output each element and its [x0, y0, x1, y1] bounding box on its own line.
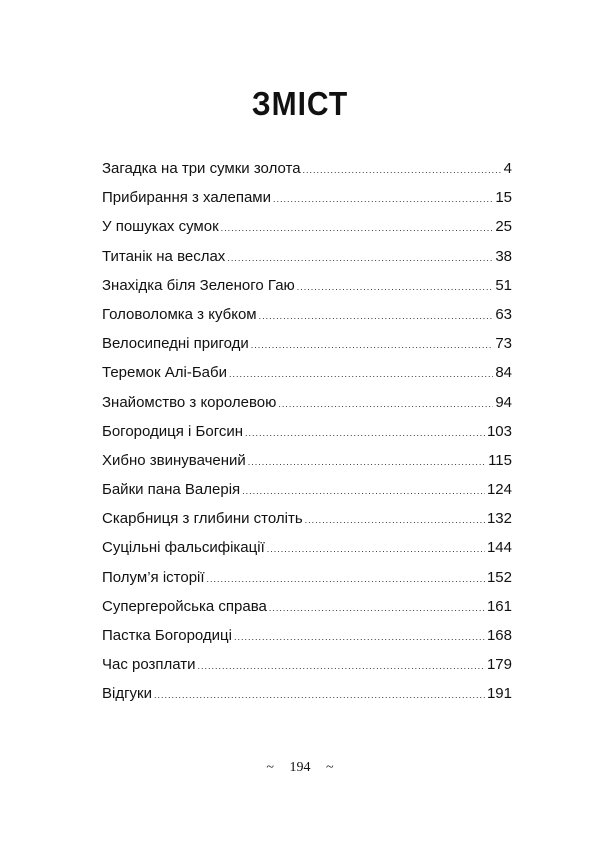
toc-dot-leader: [305, 515, 485, 525]
toc-entry-title: Титанік на веслах: [102, 247, 226, 265]
footer-ornament-right: ~: [326, 760, 334, 775]
toc-entry: [102, 335, 512, 364]
toc-dot-leader: [207, 574, 485, 584]
toc-entry-title: Хибно звинувачений: [102, 451, 246, 469]
toc-dot-leader: [303, 165, 502, 175]
toc-entry: [102, 481, 512, 510]
toc-entry: [102, 539, 512, 568]
toc-entry-title: Скарбниця з глибини століть: [102, 510, 303, 528]
toc-entry: [102, 394, 512, 423]
toc-entry-page: 152: [486, 568, 512, 586]
toc-entry-page: 73: [495, 335, 512, 353]
toc-entry: [102, 306, 512, 335]
toc-dot-leader: [242, 486, 485, 496]
toc-entry: [102, 569, 512, 598]
toc-dot-leader: [269, 603, 485, 613]
toc-entry-title: Час розплати: [102, 656, 196, 674]
toc-entry: [102, 160, 512, 189]
toc-entry-page: 15: [495, 189, 512, 207]
toc-entry-title: Полум’я історії: [102, 568, 205, 586]
toc-entry-title: Байки пана Валерія: [102, 481, 241, 499]
toc-dot-leader: [154, 690, 485, 700]
toc-dot-leader: [245, 428, 485, 438]
toc-entry-title: Суцільні фальсифікації: [102, 539, 265, 557]
toc-entry-title: Пастка Богородиці: [102, 627, 232, 644]
toc-dot-leader: [234, 632, 485, 642]
toc-dot-leader: [229, 369, 493, 379]
toc-entry-title: Супергеройська справа: [102, 597, 267, 615]
toc-entry-page: 161: [486, 597, 512, 615]
toc-entry: [102, 277, 512, 306]
toc-entry: [102, 510, 512, 539]
toc-dot-leader: [297, 282, 494, 292]
toc-entry-page: 38: [495, 247, 512, 265]
toc-dot-leader: [221, 223, 494, 233]
toc-entry: [102, 248, 512, 277]
toc-entry-title: Прибирання з халепами: [102, 189, 271, 207]
toc-entry-title: Богородиця і Богсин: [102, 422, 244, 440]
toc-entry: [102, 656, 512, 685]
toc-entry: [102, 598, 512, 627]
toc-entry-page: 103: [486, 422, 512, 440]
toc-dot-leader: [198, 661, 485, 671]
toc-dot-leader: [259, 311, 494, 321]
toc-entry-page: 94: [495, 393, 512, 411]
toc-entry: [102, 685, 512, 714]
toc-entry-page: 179: [486, 656, 512, 674]
toc-entry-page: 144: [486, 539, 512, 557]
toc-entry-page: 132: [486, 510, 512, 528]
table-of-contents: [102, 160, 512, 715]
toc-dot-leader: [273, 194, 493, 204]
page-footer: [0, 760, 600, 776]
toc-entry: [102, 627, 512, 656]
toc-entry-page: 84: [495, 364, 512, 382]
toc-entry-page: 168: [486, 627, 512, 644]
footer-ornament-left: ~: [266, 760, 274, 775]
toc-entry-page: 25: [495, 218, 512, 236]
toc-entry-title: Відгуки: [102, 685, 153, 703]
toc-entry-title: У пошуках сумок: [102, 218, 219, 236]
toc-entry-title: Знайомство з королевою: [102, 393, 277, 411]
toc-dot-leader: [227, 253, 493, 263]
toc-entry-title: Знахідка біля Зеленого Гаю: [102, 276, 295, 294]
toc-entry-page: 4: [503, 160, 512, 177]
toc-dot-leader: [278, 399, 493, 409]
toc-entry: [102, 189, 512, 218]
toc-dot-leader: [248, 457, 486, 467]
toc-entry: [102, 423, 512, 452]
toc-entry: [102, 364, 512, 393]
toc-entry-title: Головоломка з кубком: [102, 305, 257, 323]
toc-dot-leader: [267, 544, 485, 554]
toc-entry-page: 191: [486, 685, 512, 703]
toc-entry-page: 51: [495, 276, 512, 294]
page-title: ЗМІСТ: [251, 86, 349, 123]
toc-entry: [102, 218, 512, 247]
toc-entry-page: 63: [495, 305, 512, 323]
toc-entry-title: Теремок Алі-Баби: [102, 364, 227, 382]
toc-entry-page: 124: [486, 481, 512, 499]
toc-entry-page: 115: [488, 451, 512, 469]
toc-dot-leader: [251, 340, 494, 350]
toc-entry: [102, 452, 512, 481]
page-number: 194: [289, 760, 311, 775]
toc-entry-title: Велосипедні пригоди: [102, 335, 249, 353]
toc-entry-title: Загадка на три сумки золота: [102, 160, 301, 177]
